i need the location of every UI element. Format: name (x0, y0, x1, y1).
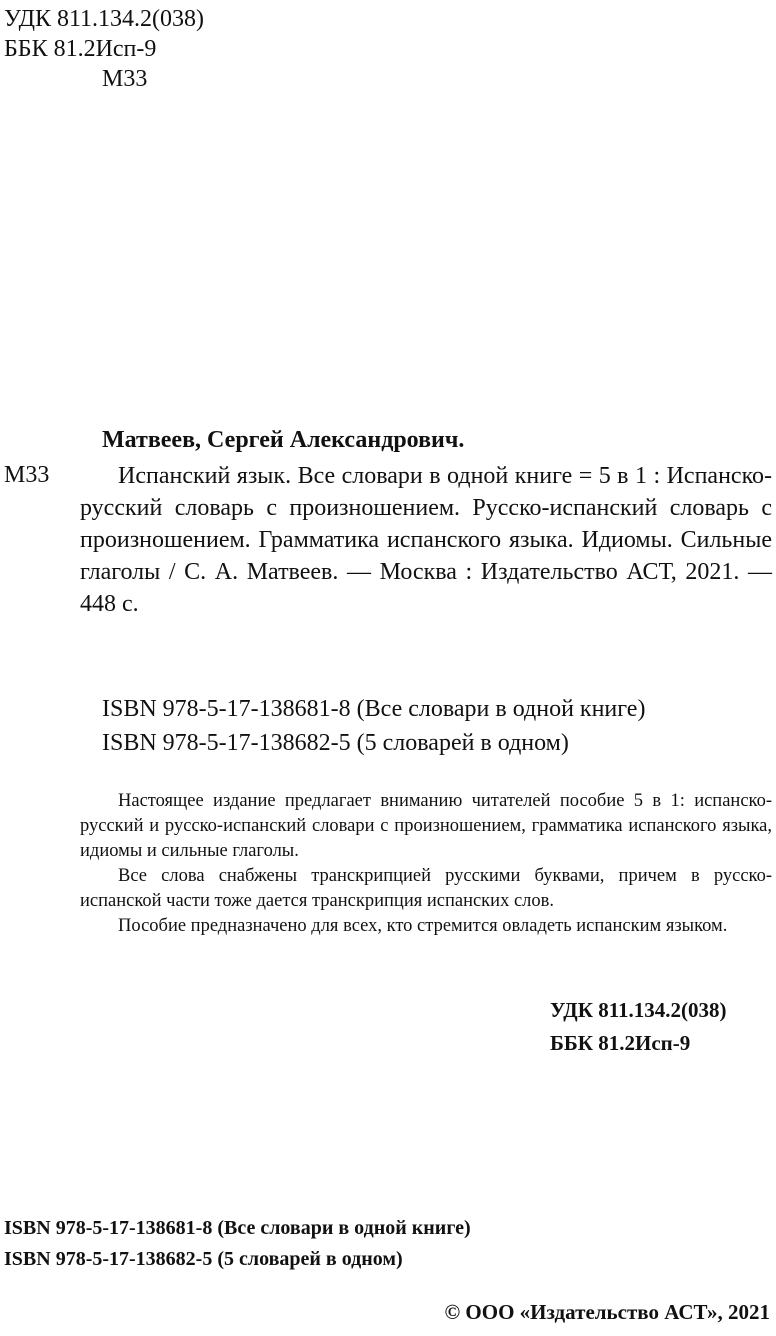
entry-author: Матвеев, Сергей Александрович. (102, 427, 465, 453)
annotation-paragraph: Все слова снабжены транскрипцией русскими буквами, причем в русско-испанской части тоже дается транскрипция испанских слов. (80, 866, 772, 911)
annotation (80, 789, 772, 939)
annotation-paragraph: Настоящее издание предлагает вниманию читателей пособие 5 в 1: испанско-русский и русско-испанский словари с произношением, грамматика испанского языка, идиомы и сильные глаголы. (80, 791, 772, 861)
bottom-isbn-1: ISBN 978-5-17-138681-8 (Все словари в одной книге) (4, 1217, 471, 1239)
bottom-isbn-2: ISBN 978-5-17-138682-5 (5 словарей в одном) (4, 1248, 403, 1270)
annotation-paragraph: Пособие предназначено для всех, кто стремится овладеть испанским языком. (118, 916, 728, 936)
entry-isbn-1: ISBN 978-5-17-138681-8 (Все словари в одной книге) (102, 696, 646, 722)
bottom-bbk-code: ББК 81.2Исп-9 (550, 1031, 691, 1055)
top-bbk-code: ББК 81.2Исп-9 (4, 36, 157, 62)
entry-isbn-2: ISBN 978-5-17-138682-5 (5 словарей в одном) (102, 730, 569, 756)
top-udk-code: УДК 811.134.2(038) (4, 6, 205, 32)
copyright-notice: © ООО «Издательство АСТ», 2021 (444, 1300, 770, 1324)
top-author-mark: М33 (102, 66, 148, 92)
entry-description: Испанский язык. Все словари в одной книге = 5 в 1 : Испанско-русский словарь с произношением. Русско-испанский словарь с произношением. Грамматика испанского языка. Идиомы. Сильные глаголы / С. А. Матвеев. — Москва : Издательство АСТ, 2021. — 448 с. (80, 463, 772, 617)
entry-author-mark: М33 (4, 462, 50, 488)
bottom-udk-code: УДК 811.134.2(038) (550, 998, 727, 1022)
